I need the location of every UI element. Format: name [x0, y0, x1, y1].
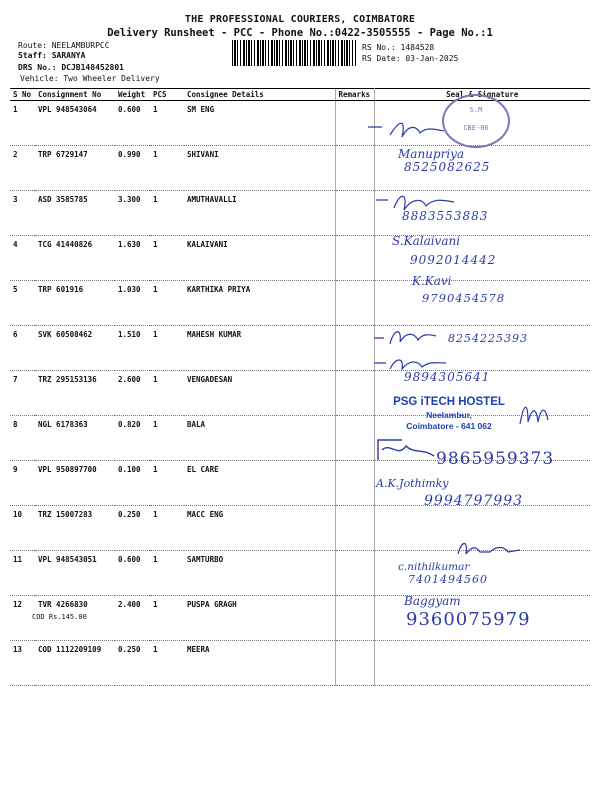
signature-mark-8 — [514, 398, 554, 428]
cell-sno: 10 — [10, 506, 35, 551]
cell-weight: 1.030 — [115, 281, 150, 326]
cell-sno: 12 — [10, 596, 35, 641]
cell-pcs: 1 — [150, 596, 184, 641]
runsheet-title: Delivery Runsheet - PCC - Phone No.:0422-3505555 - Page No.:1 — [107, 27, 493, 39]
cell-consignment: TCG 41440826 — [35, 236, 115, 281]
round-seal — [442, 94, 510, 148]
table-header-row — [10, 89, 590, 101]
handwritten-phone: 9865959373 — [436, 449, 555, 469]
handwritten-phone: 9790454578 — [422, 291, 506, 305]
cell-remarks — [335, 191, 374, 236]
handwritten-name: Baggyam — [404, 594, 461, 608]
cell-sno: 8 — [10, 416, 35, 461]
cell-weight: 0.820 — [115, 416, 150, 461]
company-name: THE PROFESSIONAL COURIERS, COIMBATORE — [184, 14, 416, 25]
cell-sno: 5 — [10, 281, 35, 326]
cell-weight: 0.600 — [115, 551, 150, 596]
handwritten-name: S.Kalaivani — [392, 234, 461, 248]
drs-number: DRS No.: DCJB148452801 — [18, 63, 124, 72]
table-row — [10, 146, 590, 191]
signature-mark-6 — [370, 324, 440, 348]
cell-pcs: 1 — [150, 641, 184, 686]
cell-pcs: 1 — [150, 371, 184, 416]
cell-weight: 0.100 — [115, 461, 150, 506]
cell-consignment: ASD 3585785 — [35, 191, 115, 236]
cell-pcs: 1 — [150, 461, 184, 506]
cell-pcs: 1 — [150, 146, 184, 191]
hostel-stamp-city: Coimbatore - 641 062 — [406, 421, 492, 431]
cell-consignment: TRP 601916 — [35, 281, 115, 326]
handwritten-name: A.K.Jothimky — [376, 477, 449, 490]
handwritten-phone: 8883553883 — [402, 209, 489, 223]
handwritten-phone: 9092014442 — [410, 253, 497, 267]
cell-weight: 3.300 — [115, 191, 150, 236]
cell-consignee: EL CARE — [184, 461, 335, 506]
route-label: Route: NEELAMBURPCC — [18, 41, 110, 50]
cell-sno: 11 — [10, 551, 35, 596]
cell-remarks — [335, 236, 374, 281]
cell-consignment: TRP 6729147 — [35, 146, 115, 191]
signature-mark-1 — [360, 115, 450, 145]
handwritten-name: K.Kavi — [412, 274, 452, 288]
cell-sno: 7 — [10, 371, 35, 416]
handwritten-name: c.nithilkumar — [398, 561, 470, 573]
cell-weight: 2.400 — [115, 596, 150, 641]
col-weight: Weight — [115, 89, 150, 101]
cell-consignee: VENGADESAN — [184, 371, 335, 416]
round-seal-top: S.M — [469, 106, 483, 114]
cell-remarks — [335, 281, 374, 326]
cell-pcs: 1 — [150, 326, 184, 371]
handwritten-phone: 9894305641 — [404, 370, 491, 384]
cell-signature — [374, 641, 590, 686]
col-remarks: Remarks — [335, 89, 374, 101]
cell-pcs: 1 — [150, 506, 184, 551]
cell-sno: 3 — [10, 191, 35, 236]
cell-remarks — [335, 551, 374, 596]
cell-weight: 0.990 — [115, 146, 150, 191]
cell-consignment: COD 1112209109 — [35, 641, 115, 686]
cell-consignee: SM ENG — [184, 101, 335, 146]
cell-pcs: 1 — [150, 101, 184, 146]
col-consignment: Consignment No — [35, 89, 115, 101]
cell-sno: 9 — [10, 461, 35, 506]
cell-pcs: 1 — [150, 281, 184, 326]
cell-remarks — [335, 641, 374, 686]
col-pcs: PCS — [150, 89, 184, 101]
hostel-stamp — [376, 396, 522, 431]
cell-weight: 1.510 — [115, 326, 150, 371]
cell-remarks — [335, 371, 374, 416]
rs-number: RS No.: 1484528 — [362, 43, 435, 52]
round-seal-bottom: CBE-06 — [463, 124, 489, 132]
cell-consignment: TRZ 295153136 — [35, 371, 115, 416]
cell-consignee: AMUTHAVALLI — [184, 191, 335, 236]
cell-remarks — [335, 416, 374, 461]
cell-sno: 13 — [10, 641, 35, 686]
handwritten-name: Manupriya — [398, 147, 465, 161]
cell-consignee: BALA — [184, 416, 335, 461]
cell-consignment: NGL 6178363 — [35, 416, 115, 461]
cell-weight: 0.600 — [115, 101, 150, 146]
cell-weight: 0.250 — [115, 506, 150, 551]
cell-sno: 4 — [10, 236, 35, 281]
vehicle-label: Vehicle: Two Wheeler Delivery — [20, 74, 160, 83]
cell-consignee: MAHESH KUMAR — [184, 326, 335, 371]
cell-consignment: VPL 948543064 — [35, 101, 115, 146]
cell-sno: 1 — [10, 101, 35, 146]
cell-remarks — [335, 461, 374, 506]
handwritten-phone: 9994797993 — [424, 493, 524, 509]
cell-pcs: 1 — [150, 551, 184, 596]
col-consignee: Consignee Details — [184, 89, 335, 101]
table-row — [10, 191, 590, 236]
barcode — [232, 40, 356, 66]
handwritten-phone: 9360075979 — [406, 609, 531, 630]
cell-consignee: SAMTURBO — [184, 551, 335, 596]
cell-consignment: VPL 948543051 — [35, 551, 115, 596]
cell-consignment: VPL 950897700 — [35, 461, 115, 506]
signature-mark-9 — [372, 434, 442, 464]
handwritten-phone: 8254225393 — [448, 332, 528, 345]
hostel-stamp-name: PSG iTECH HOSTEL — [393, 396, 505, 408]
hostel-stamp-area: Neelambur, — [426, 410, 472, 420]
cell-consignee: KARTHIKA PRIYA — [184, 281, 335, 326]
cell-weight: 1.630 — [115, 236, 150, 281]
cell-consignee: MEERA — [184, 641, 335, 686]
cell-consignee: KALAIVANI — [184, 236, 335, 281]
cell-consignee: PUSPA GRAGH — [184, 596, 335, 641]
cell-sno: 6 — [10, 326, 35, 371]
runsheet-table — [10, 88, 590, 686]
signature-mark-12 — [454, 536, 524, 558]
rs-date: RS Date: 03-Jan-2025 — [362, 54, 459, 63]
cell-consignment: TVR 4266830 — [35, 596, 115, 641]
staff-label: Staff: SARANYA — [18, 51, 86, 60]
cell-remarks — [335, 596, 374, 641]
cell-sno: 2 — [10, 146, 35, 191]
cell-consignee: SHIVANI — [184, 146, 335, 191]
col-sno: S No — [10, 89, 35, 101]
cell-pcs: 1 — [150, 191, 184, 236]
cell-remarks — [335, 326, 374, 371]
table-row — [10, 641, 590, 686]
cell-consignment: SVK 60508462 — [35, 326, 115, 371]
cell-weight: 0.250 — [115, 641, 150, 686]
cell-consignment: TRZ 15007283 — [35, 506, 115, 551]
handwritten-phone: 7401494560 — [408, 573, 488, 586]
cell-pcs: 1 — [150, 236, 184, 281]
cell-remarks — [335, 506, 374, 551]
cell-pcs: 1 — [150, 416, 184, 461]
cell-weight: 2.600 — [115, 371, 150, 416]
handwritten-phone: 8525082625 — [404, 160, 491, 174]
cod-amount-note: COD Rs.145.00 — [32, 613, 87, 621]
table-row — [10, 236, 590, 281]
cell-consignee: MACC ENG — [184, 506, 335, 551]
cell-remarks — [335, 146, 374, 191]
col-seal-signature: Seal & Signature — [374, 89, 590, 101]
